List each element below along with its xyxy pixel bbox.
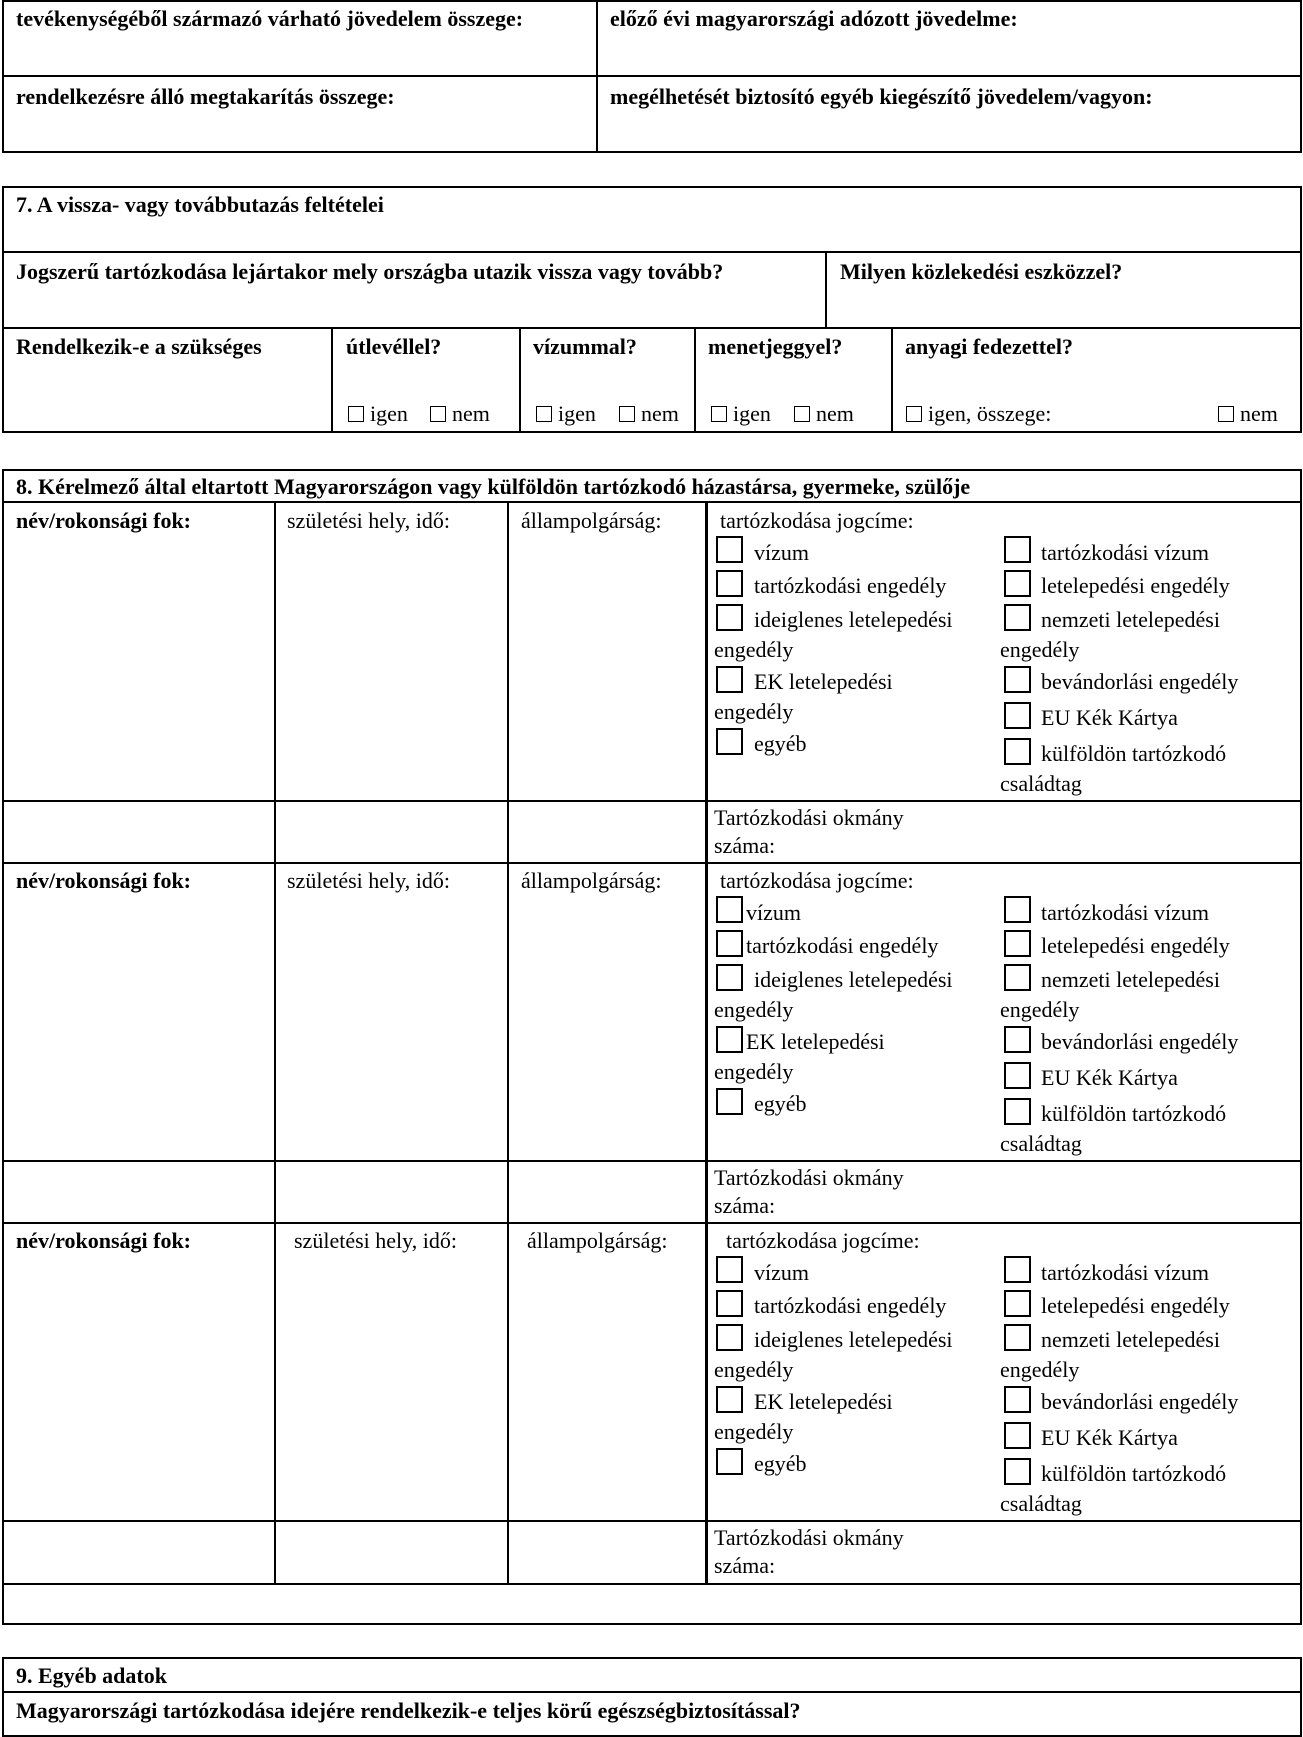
checkbox-icon xyxy=(348,406,364,422)
option-abroad-family-cont: családtag xyxy=(1000,771,1082,796)
checkbox-visa[interactable] xyxy=(716,536,743,563)
s8-line xyxy=(2,1222,1302,1224)
checkbox-immigration[interactable] xyxy=(1004,666,1031,693)
has-needed-label: Rendelkezik-e a szükséges xyxy=(16,334,262,359)
checkbox-ek-settle[interactable] xyxy=(716,666,743,693)
option-other: egyéb xyxy=(754,731,807,756)
checkbox-other[interactable] xyxy=(716,1448,743,1475)
checkbox-residence-visa[interactable] xyxy=(1004,1256,1031,1283)
s7-col2 xyxy=(519,327,521,433)
birth-label: születési hely, idő: xyxy=(287,868,450,893)
doc-number-label-cont: száma: xyxy=(714,1193,776,1218)
option-other: egyéb xyxy=(754,1451,807,1476)
checkbox-ek-settle[interactable] xyxy=(716,1026,743,1053)
option-abroad-family: külföldön tartózkodó xyxy=(1041,1461,1227,1486)
option-ek-settle: EK letelepedési xyxy=(754,669,893,694)
option-immigration: bevándorlási engedély xyxy=(1041,1389,1239,1414)
s8-col-line xyxy=(507,501,509,1584)
doc-number-label: Tartózkodási okmány xyxy=(714,1165,904,1190)
funds-yes-amount[interactable]: igen, összege: xyxy=(906,401,1051,427)
option-ek-settle-cont: engedély xyxy=(714,699,794,724)
option-national-settle-cont: engedély xyxy=(1000,637,1080,662)
checkbox-abroad-family[interactable] xyxy=(1004,1098,1031,1125)
option-residence-visa: tartózkodási vízum xyxy=(1041,540,1210,565)
option-abroad-family: külföldön tartózkodó xyxy=(1041,1101,1227,1126)
section9-title: 9. Egyéb adatok xyxy=(16,1663,167,1688)
option-settlement-permit: letelepedési engedély xyxy=(1041,1293,1230,1318)
passport-yes[interactable]: igen xyxy=(348,401,408,427)
ticket-label: menetjeggyel? xyxy=(708,334,843,359)
checkbox-residence-visa[interactable] xyxy=(1004,896,1031,923)
option-temp-settle-cont: engedély xyxy=(714,1357,794,1382)
ticket-no[interactable]: nem xyxy=(794,401,854,427)
s7-row1-divider xyxy=(2,251,1302,253)
checkbox-icon xyxy=(619,406,635,422)
checkbox-settlement-permit[interactable] xyxy=(1004,930,1031,957)
birth-label: születési hely, idő: xyxy=(287,508,450,533)
checkbox-icon xyxy=(794,406,810,422)
checkbox-temp-settle[interactable] xyxy=(716,964,743,991)
name-label: név/rokonsági fok: xyxy=(16,868,192,893)
option-ek-settle: EK letelepedési xyxy=(746,1029,885,1054)
checkbox-abroad-family[interactable] xyxy=(1004,738,1031,765)
s8-line xyxy=(2,501,1302,503)
section7-table xyxy=(2,186,1302,433)
name-label: név/rokonsági fok: xyxy=(16,508,192,533)
checkbox-icon xyxy=(1218,406,1234,422)
checkbox-eu-blue[interactable] xyxy=(1004,702,1031,729)
checkbox-visa[interactable] xyxy=(716,896,743,923)
s8-line xyxy=(2,1520,1302,1522)
option-settlement-permit: letelepedési engedély xyxy=(1041,573,1230,598)
passport-label: útlevéllel? xyxy=(346,334,442,359)
option-ek-settle: EK letelepedési xyxy=(754,1389,893,1414)
citizenship-label: állampolgárság: xyxy=(527,1228,668,1253)
checkbox-icon xyxy=(906,406,922,422)
option-eu-blue: EU Kék Kártya xyxy=(1041,1425,1178,1450)
doc-number-label-cont: száma: xyxy=(714,1553,776,1578)
s7-col3 xyxy=(694,327,696,433)
visa-yes[interactable]: igen xyxy=(536,401,596,427)
option-temp-settle: ideiglenes letelepedési xyxy=(754,1327,953,1352)
transport-question: Milyen közlekedési eszközzel? xyxy=(840,259,1123,284)
visa-label: vízummal? xyxy=(533,334,637,359)
doc-number-label-cont: száma: xyxy=(714,833,776,858)
checkbox-ek-settle[interactable] xyxy=(716,1386,743,1413)
checkbox-national-settle[interactable] xyxy=(1004,1324,1031,1351)
s7-col1 xyxy=(331,327,333,433)
option-abroad-family: külföldön tartózkodó xyxy=(1041,741,1227,766)
birth-label: születési hely, idő: xyxy=(294,1228,457,1253)
s7-row2-divider xyxy=(2,327,1302,329)
checkbox-other[interactable] xyxy=(716,728,743,755)
ticket-yes[interactable]: igen xyxy=(711,401,771,427)
funds-label: anyagi fedezettel? xyxy=(905,334,1073,359)
residence-title-label: tartózkodása jogcíme: xyxy=(726,1228,920,1253)
s7-transport-divider xyxy=(825,251,827,328)
option-other: egyéb xyxy=(754,1091,807,1116)
citizenship-label: állampolgárság: xyxy=(521,508,662,533)
checkbox-settlement-permit[interactable] xyxy=(1004,1290,1031,1317)
option-residence-visa: tartózkodási vízum xyxy=(1041,900,1210,925)
option-visa: vízum xyxy=(754,1260,809,1285)
option-temp-settle-cont: engedély xyxy=(714,637,794,662)
checkbox-icon xyxy=(536,406,552,422)
option-national-settle: nemzeti letelepedési xyxy=(1041,967,1220,992)
option-abroad-family-cont: családtag xyxy=(1000,1131,1082,1156)
option-ek-settle-cont: engedély xyxy=(714,1419,794,1444)
prev-year-income-label: előző évi magyarországi adózott jövedelme: xyxy=(610,6,1018,31)
option-eu-blue: EU Kék Kártya xyxy=(1041,705,1178,730)
option-temp-settle: ideiglenes letelepedési xyxy=(754,967,953,992)
option-national-settle-cont: engedély xyxy=(1000,997,1080,1022)
checkbox-immigration[interactable] xyxy=(1004,1386,1031,1413)
checkbox-immigration[interactable] xyxy=(1004,1026,1031,1053)
destination-question: Jogszerű tartózkodása lejártakor mely országba utazik vissza vagy tovább? xyxy=(16,259,724,284)
s9-divider xyxy=(2,1691,1302,1693)
option-ek-settle-cont: engedély xyxy=(714,1059,794,1084)
s8-line xyxy=(2,1160,1302,1162)
checkbox-temp-settle[interactable] xyxy=(716,604,743,631)
health-insurance-question: Magyarországi tartózkodása idejére rendelkezik-e teljes körű egészségbiztosítással? xyxy=(16,1698,801,1723)
s8-col-line xyxy=(705,501,708,1584)
checkbox-residence-permit[interactable] xyxy=(716,930,743,957)
savings-label: rendelkezésre álló megtakarítás összege: xyxy=(16,84,395,109)
checkbox-icon xyxy=(430,406,446,422)
option-immigration: bevándorlási engedély xyxy=(1041,669,1239,694)
doc-number-label: Tartózkodási okmány xyxy=(714,805,904,830)
checkbox-national-settle[interactable] xyxy=(1004,964,1031,991)
section8-title: 8. Kérelmező által eltartott Magyarországon vagy külföldön tartózkodó házastársa, gyermeke, szülője xyxy=(16,474,971,499)
section9-table xyxy=(2,1657,1302,1737)
residence-title-label: tartózkodása jogcíme: xyxy=(720,508,914,533)
checkbox-visa[interactable] xyxy=(716,1256,743,1283)
option-visa: vízum xyxy=(746,900,801,925)
checkbox-residence-permit[interactable] xyxy=(716,570,743,597)
checkbox-other[interactable] xyxy=(716,1088,743,1115)
option-national-settle-cont: engedély xyxy=(1000,1357,1080,1382)
option-residence-permit: tartózkodási engedély xyxy=(746,933,939,958)
other-income-label: megélhetését biztosító egyéb kiegészítő jövedelem/vagyon: xyxy=(610,84,1153,109)
s8-col-line xyxy=(274,501,276,1584)
option-abroad-family-cont: családtag xyxy=(1000,1491,1082,1516)
option-residence-visa: tartózkodási vízum xyxy=(1041,1260,1210,1285)
option-settlement-permit: letelepedési engedély xyxy=(1041,933,1230,958)
option-national-settle: nemzeti letelepedési xyxy=(1041,1327,1220,1352)
option-residence-permit: tartózkodási engedély xyxy=(754,1293,947,1318)
funds-no[interactable]: nem xyxy=(1218,401,1278,427)
checkbox-icon xyxy=(711,406,727,422)
passport-no[interactable]: nem xyxy=(430,401,490,427)
option-temp-settle: ideiglenes letelepedési xyxy=(754,607,953,632)
citizenship-label: állampolgárság: xyxy=(521,868,662,893)
expected-income-label: tevékenységéből származó várható jövedelem összege: xyxy=(16,6,524,31)
option-national-settle: nemzeti letelepedési xyxy=(1041,607,1220,632)
checkbox-residence-visa[interactable] xyxy=(1004,536,1031,563)
name-label: név/rokonsági fok: xyxy=(16,1228,192,1253)
s8-line xyxy=(2,800,1302,802)
s8-line xyxy=(2,1583,1302,1585)
checkbox-temp-settle[interactable] xyxy=(716,1324,743,1351)
option-visa: vízum xyxy=(754,540,809,565)
checkbox-eu-blue[interactable] xyxy=(1004,1422,1031,1449)
visa-no[interactable]: nem xyxy=(619,401,679,427)
s7-col4 xyxy=(891,327,893,433)
checkbox-residence-permit[interactable] xyxy=(716,1290,743,1317)
residence-title-label: tartózkodása jogcíme: xyxy=(720,868,914,893)
doc-number-label: Tartózkodási okmány xyxy=(714,1525,904,1550)
section7-title: 7. A vissza- vagy továbbutazás feltételei xyxy=(16,192,384,217)
checkbox-national-settle[interactable] xyxy=(1004,604,1031,631)
option-immigration: bevándorlási engedély xyxy=(1041,1029,1239,1054)
checkbox-eu-blue[interactable] xyxy=(1004,1062,1031,1089)
checkbox-settlement-permit[interactable] xyxy=(1004,570,1031,597)
option-residence-permit: tartózkodási engedély xyxy=(754,573,947,598)
option-temp-settle-cont: engedély xyxy=(714,997,794,1022)
income-row-divider xyxy=(2,75,1302,77)
checkbox-abroad-family[interactable] xyxy=(1004,1458,1031,1485)
option-eu-blue: EU Kék Kártya xyxy=(1041,1065,1178,1090)
s8-line xyxy=(2,862,1302,864)
